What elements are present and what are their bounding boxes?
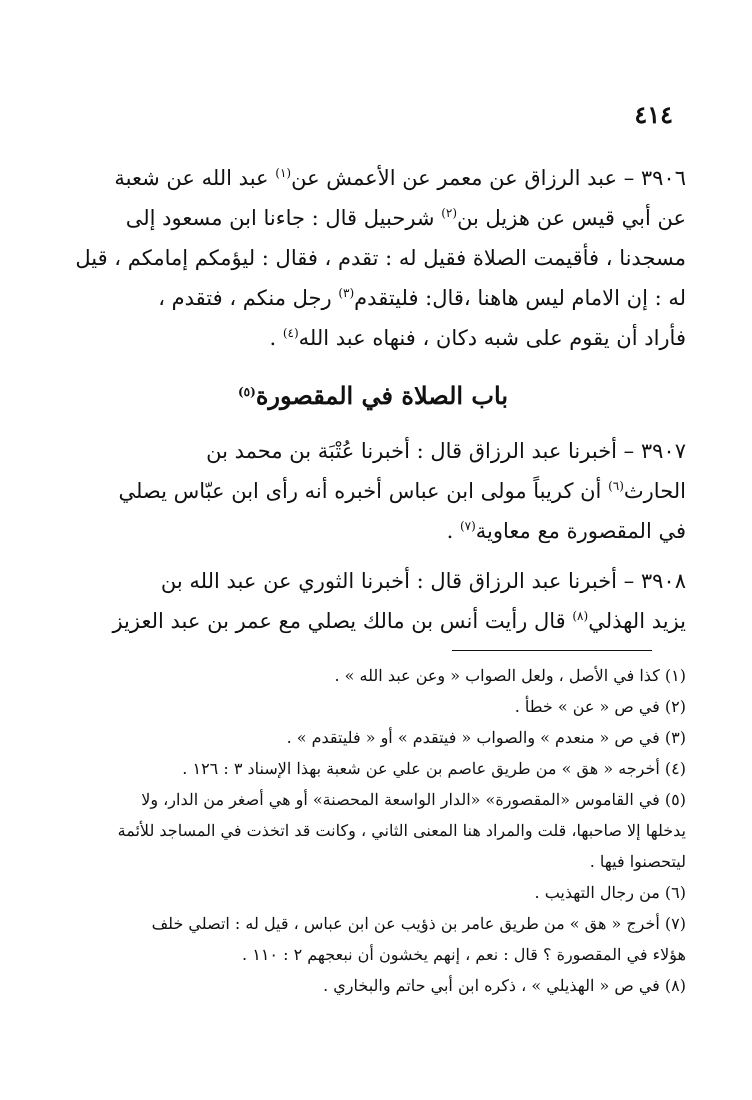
chapter-heading <box>60 376 686 416</box>
text-line: ٣٩٠٧ – أخبرنا عبد الرزاق قال : أخبرنا عُتْبَة بن محمد بن <box>206 439 686 463</box>
footnote-mark: (٢) <box>441 206 458 220</box>
text-line: عن أبي قيس عن هزيل بن$^{(٢)}$ شرحبيل قال : جاءنا ابن مسعود إلى <box>125 206 686 230</box>
page-number: ٤١٤ <box>634 100 673 129</box>
footnotes <box>60 660 686 1001</box>
footnote-mark: (١) <box>275 166 292 180</box>
footnote-mark: (٦) <box>608 479 624 493</box>
footnote: (٤) أخرجه « هق » من طريق عاصم بن علي عن شعبة بهذا الإسناد ٣ : ١٢٦ . <box>182 759 686 778</box>
footnote-mark: (٤) <box>282 326 299 340</box>
text-line: له : إن الامام ليس هاهنا ،قال: فليتقدم$^{(٣)}$ رجل منكم ، فتقدم ، <box>158 286 686 310</box>
text-line: فأراد أن يقوم على شبه دكان ، فنهاه عبد الله$^{(٤)}$ . <box>269 326 686 350</box>
hadith-3907 <box>60 431 686 551</box>
footnote-mark: (٨) <box>572 609 589 623</box>
text-line: مسجدنا ، فأقيمت الصلاة فقيل له : تقدم ، فقال : ليؤمكم إمامكم ، قيل <box>75 246 686 270</box>
hadith-3908 <box>60 561 686 641</box>
footnote: (٨) في ص « الهذيلي » ، ذكره ابن أبي حاتم والبخاري . <box>323 976 686 995</box>
text-line: ٣٩٠٨ – أخبرنا عبد الرزاق قال : أخبرنا الثوري عن عبد الله بن <box>160 569 686 593</box>
chapter-heading-text: باب الصلاة في المقصورة <box>255 381 508 410</box>
text-line: يزيد الهذلي$^{(٨)}$ قال رأيت أنس بن مالك يصلي مع عمر بن عبد العزيز <box>112 609 686 633</box>
text-line: في المقصورة مع معاوية$^{(٧)}$ . <box>446 519 686 543</box>
footnote-continuation: يدخلها إلا صاحبها، قلت والمراد هنا المعنى الثاني ، وكانت قد اتخذت في المساجد للأئمة <box>117 821 686 840</box>
footnote-mark: (٧) <box>459 519 476 533</box>
footnote-continuation: ليتحصنوا فيها . <box>589 852 686 871</box>
footnote: (٣) في ص « منعدم » والصواب « فيتقدم » أو « فليتقدم » . <box>286 728 686 747</box>
footnote-mark: (٣) <box>338 286 355 300</box>
footnote: (٢) في ص « عن » خطأ . <box>514 697 686 716</box>
footnote: (٧) أخرج « هق » من طريق عامر بن ذؤيب عن ابن عباس ، قيل له : اتصلي خلف <box>151 914 686 933</box>
footnote: (١) كذا في الأصل ، ولعل الصواب « وعن عبد الله » . <box>334 666 686 685</box>
footnote-continuation: هؤلاء في المقصورة ؟ قال : نعم ، إنهم يخشون أن نبعجهم ٢ : ١١٠ . <box>242 945 686 964</box>
footnote-mark: (٥) <box>237 385 256 399</box>
footnote: (٦) من رجال التهذيب . <box>534 883 686 902</box>
hadith-3906 <box>60 158 686 358</box>
footnote-divider <box>452 650 652 651</box>
footnote: (٥) في القاموس «المقصورة» «الدار الواسعة المحصنة» أو هي أصغر من الدار، ولا <box>141 790 686 809</box>
text-line: ٣٩٠٦ – عبد الرزاق عن معمر عن الأعمش عن$^{(١)}$ عبد الله عن شعبة <box>114 166 686 190</box>
text-line: الحارث$^{(٦)}$ أن كريباً مولى ابن عباس أخبره أنه رأى ابن عبّاس يصلي <box>118 479 686 503</box>
